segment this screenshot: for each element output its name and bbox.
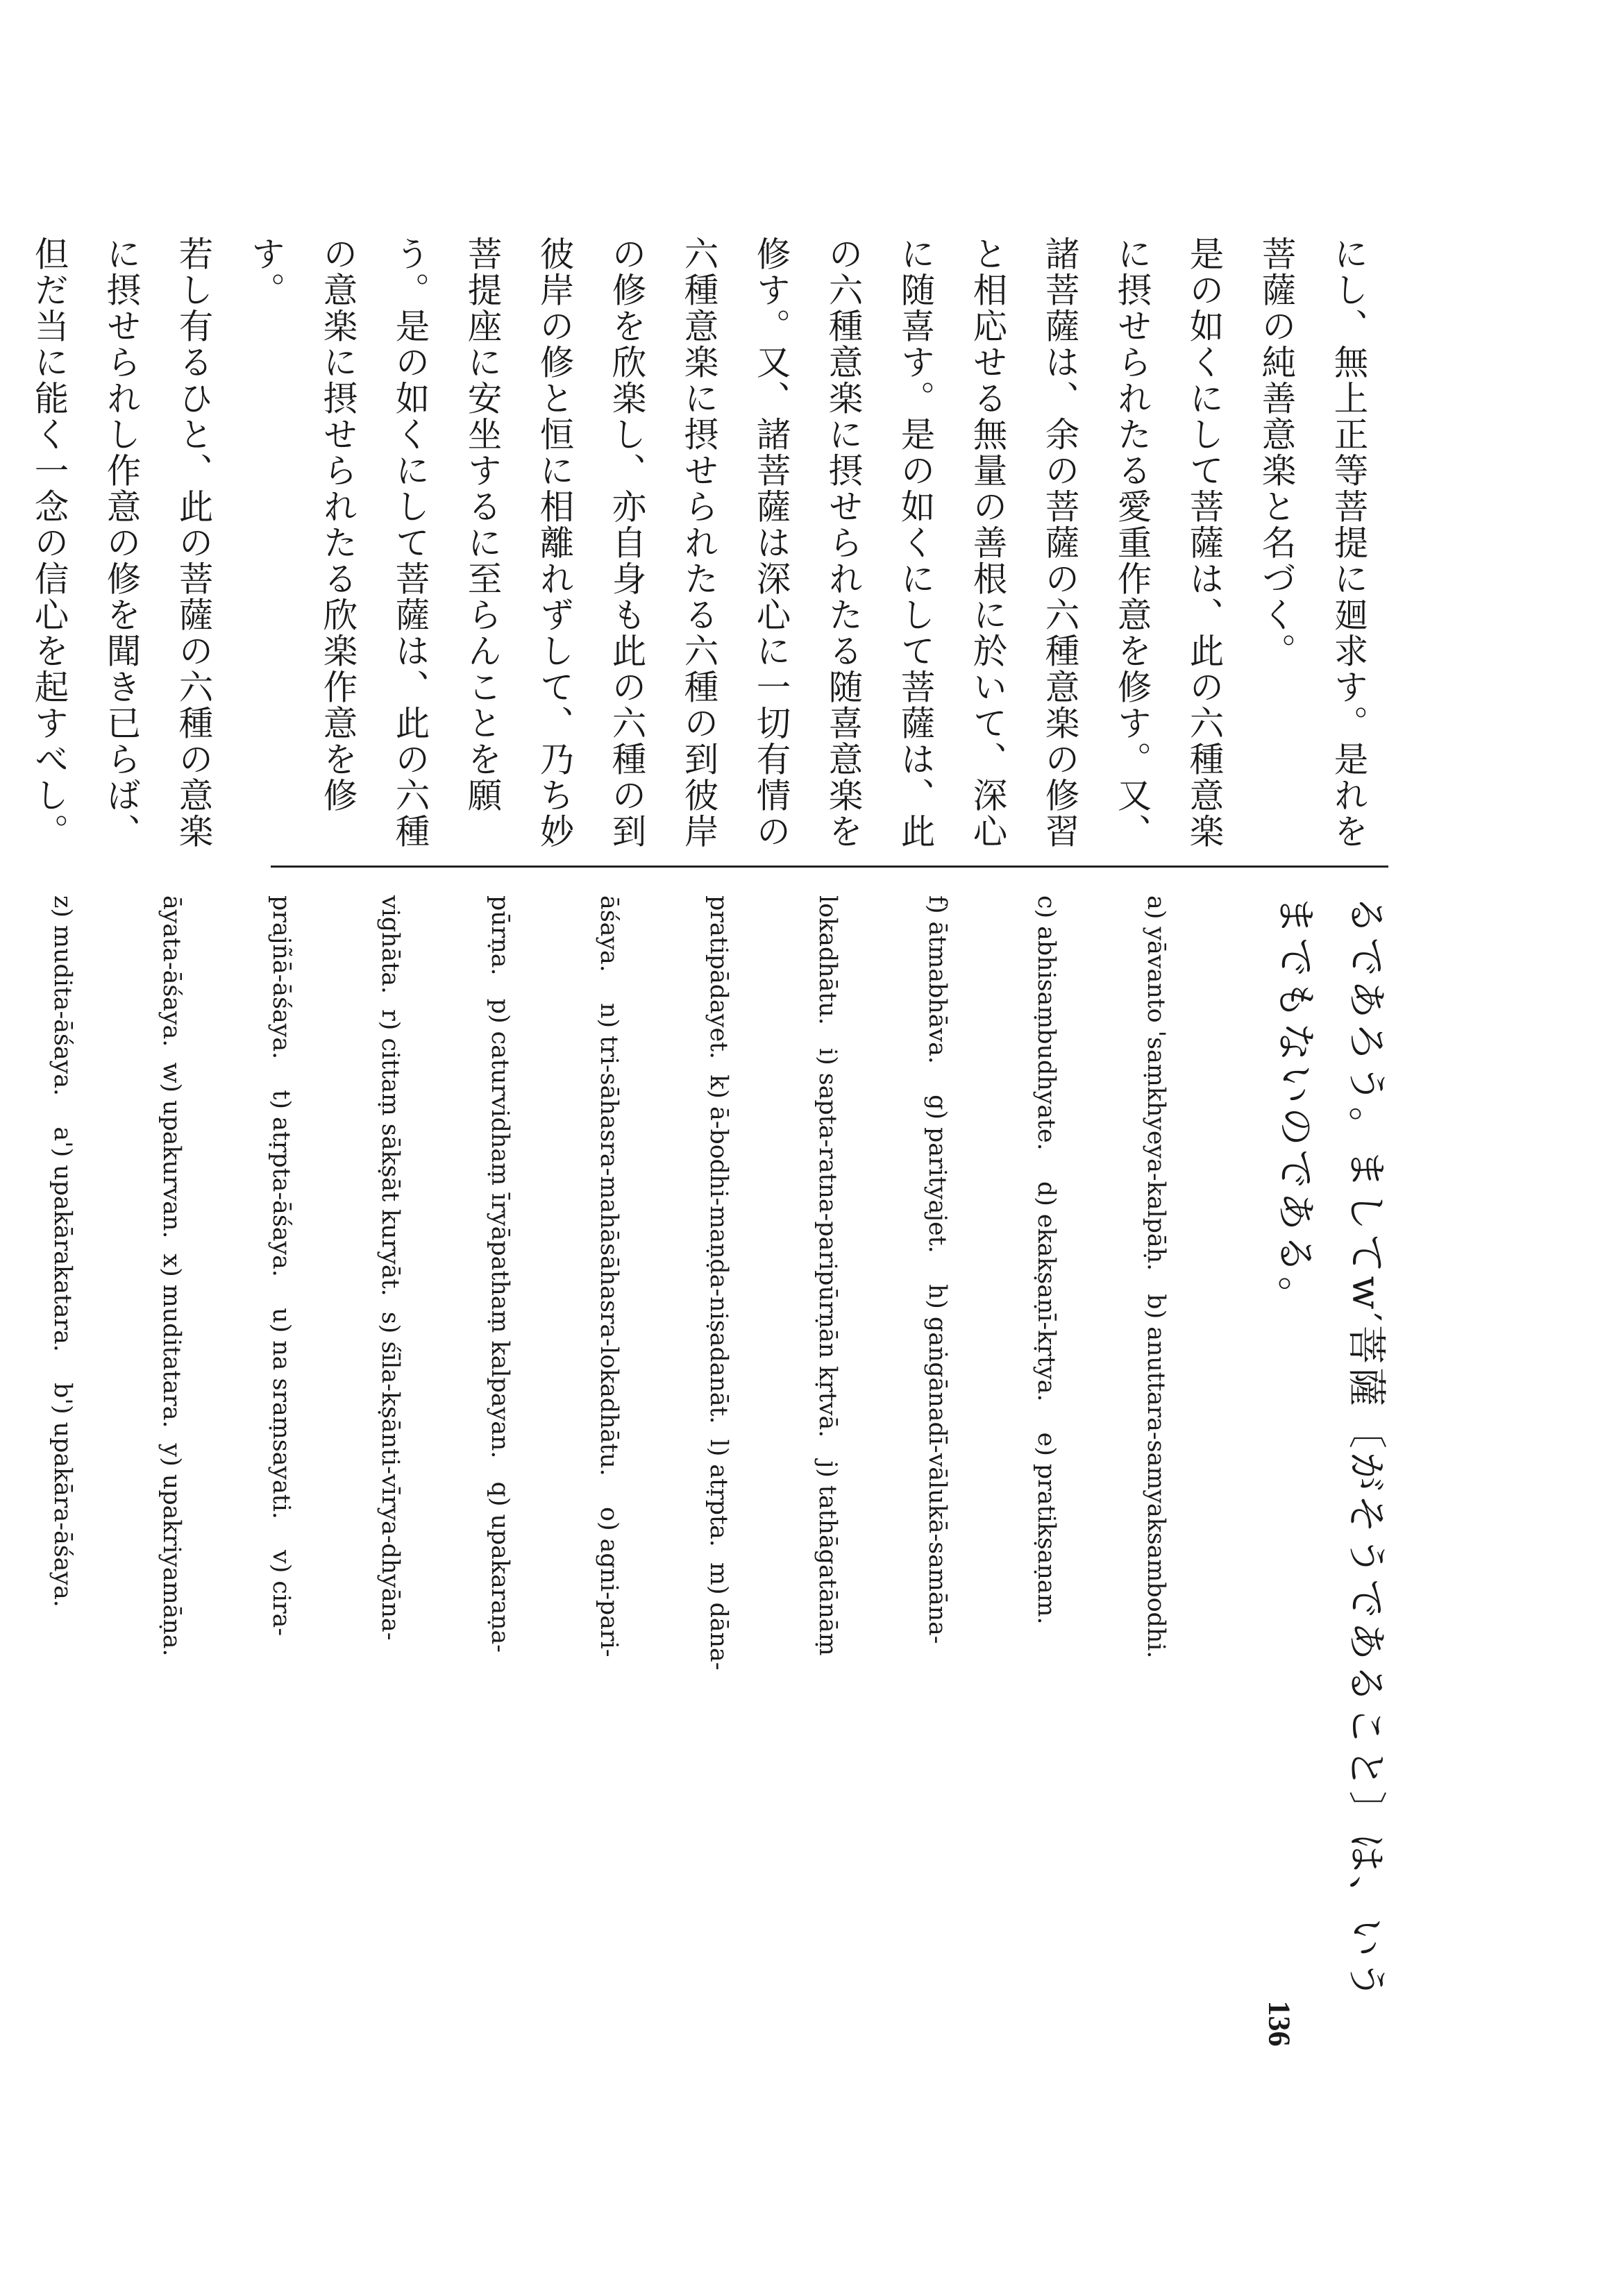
note-line: a) yāvanto 'saṃkhyeya-kalpāḥ. b) anuttara-samyaksambodhi.: [1142, 895, 1170, 1659]
note-line: c) abhisaṃbudhyate. d) ekakṣaṇī-kṛtya. e) pratikṣaṇam.: [1032, 895, 1061, 1625]
note-line: z) mudita-āśaya. a') upakārakatara. b') upakāra-āśaya.: [49, 895, 76, 1607]
jp-line: にし、無上正等菩提に廻求す。是れを: [1329, 236, 1369, 850]
jp-line: に摂せられたる愛重作意を修す。又、: [1112, 236, 1152, 850]
note-line: vighāta. r) cittaṃ sākṣāt kuryāt. s) śīla-kṣānti-vīrya-dhyāna-: [376, 895, 405, 1641]
note-line: pratipādayet. k) ā-bodhi-maṇḍa-niṣadanāt. l) atṛpta. m) dāna-: [705, 895, 732, 1671]
note-line: lokadhātu. i) sapta-ratna-paripūrṇān kṛtvā. j) tathāgatānāṃ: [814, 895, 842, 1656]
jp-line: 若し有るひと、此の菩薩の六種の意楽: [174, 236, 214, 850]
jp-line: 是の如くにして菩薩は、此の六種意楽: [1184, 236, 1225, 850]
jp-line: う。是の如くにして菩薩は、此の六種: [390, 236, 430, 850]
jp-line: 諸菩薩は、余の菩薩の六種意楽の修習: [1040, 236, 1080, 850]
note-line: pūrṇa. p) caturvidhaṃ īryāpathaṃ kalpayan. q) upakaraṇa-: [486, 895, 514, 1653]
jp-line: と相応せる無量の善根に於いて、深心: [968, 236, 1008, 850]
jp-line: に随喜す。是の如くにして菩薩は、此: [895, 236, 936, 850]
rotated-page-content: [49, 895, 1401, 2030]
jp-line: [0, 236, 13, 840]
jp-line: の修を欣楽し、亦自身も此の六種の到: [607, 236, 647, 850]
horizontal-divider: [271, 866, 1388, 868]
sanskrit-notes: [0, 895, 1247, 2030]
continuation-line-2: までもないのである。: [1272, 895, 1318, 1319]
jp-line: す。: [246, 236, 286, 308]
rotated-notes-region: [49, 895, 1401, 2030]
jp-line: 菩薩の純善意楽と名づく。: [1256, 236, 1297, 669]
note-line: āśaya. n) tri-sāhasra-mahāsāhasra-lokadhātu. o) agni-pari-: [595, 895, 623, 1657]
note-line: āyata-āśaya. w) upakurvan. x) muditatara. y) upakriyamāṇa.: [158, 895, 186, 1657]
note-line: f) ātmabhāva. g) parityajet. h) gaṅgānadī-vālukā-samāna-: [923, 895, 951, 1644]
continuation-text: [1259, 895, 1401, 2030]
jp-line: の六種意楽に摂せられたる随喜意楽を: [823, 236, 864, 850]
jp-line: の意楽に摂せられたる欣楽作意を修: [318, 236, 358, 813]
japanese-vertical-text: [29, 236, 1385, 850]
jp-line: 菩提座に安坐するに至らんことを願: [462, 236, 503, 813]
page-number: 136: [1262, 2000, 1297, 2047]
jp-line: 但だ当に能く一念の信心を起すべし。: [29, 236, 69, 850]
jp-line: 六種意楽に摂せられたる六種の到彼岸: [679, 236, 719, 850]
note-line: prajñā-āśaya. t) atṛpta-āśaya. u) na sraṃsayati. v) cira-: [267, 895, 295, 1637]
jp-line: 彼岸の修と恒に相離れずして、乃ち妙: [535, 236, 575, 850]
jp-line: 修す。又、諸菩薩は深心に一切有情の: [751, 236, 791, 850]
jp-line: に摂せられし作意の修を聞き已らば、: [101, 236, 142, 850]
continuation-line-1: るであろう。ましてw′菩薩〔がそうであること〕は、いう: [1343, 895, 1388, 2003]
